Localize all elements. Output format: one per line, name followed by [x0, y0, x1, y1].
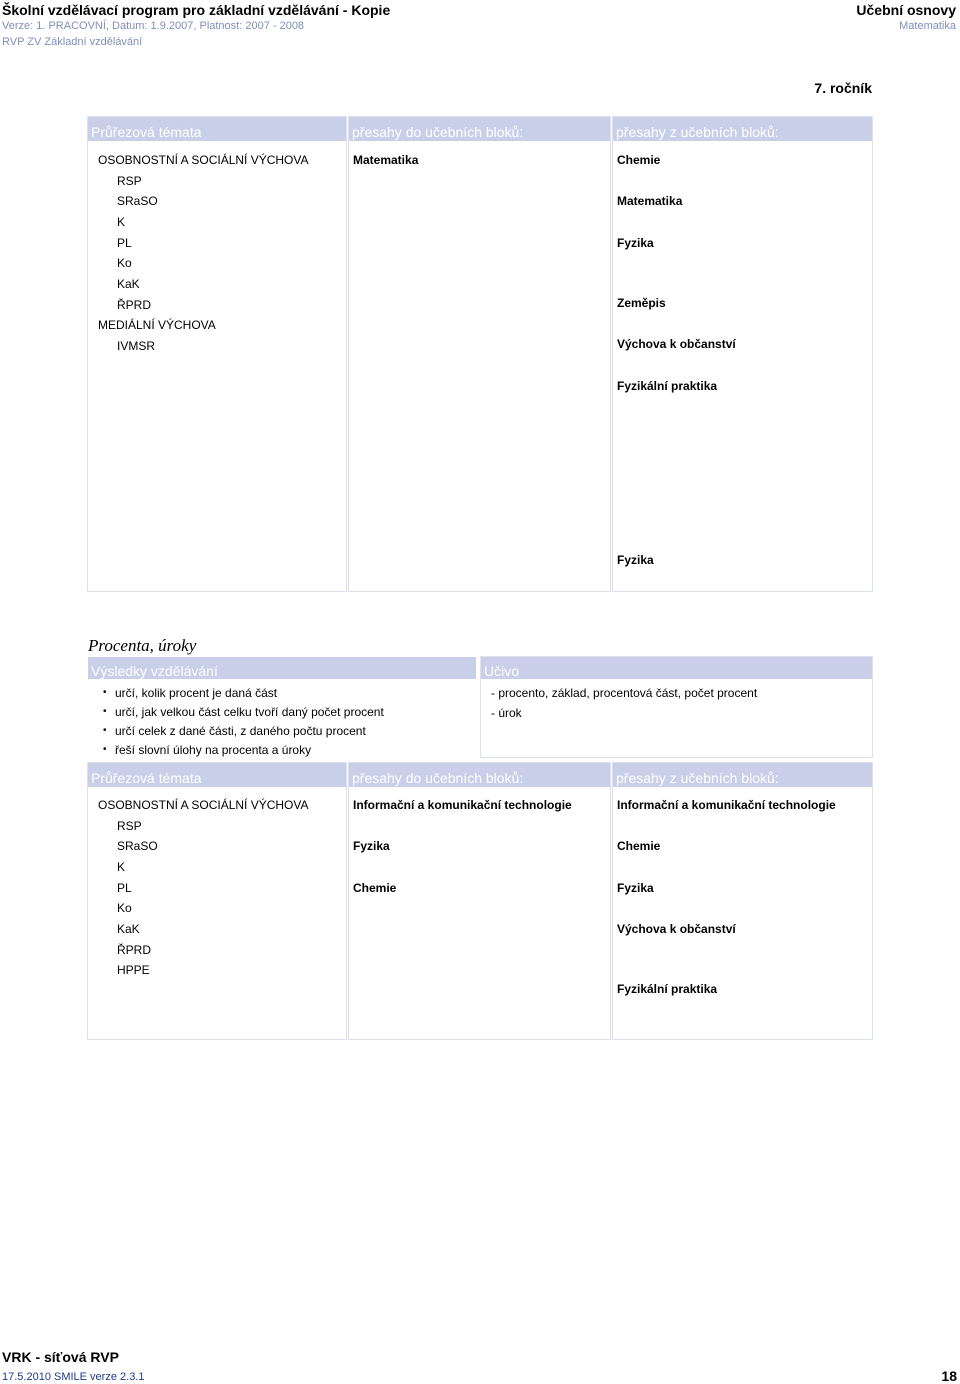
rvp-line: RVP ZV Základní vzdělávání [2, 36, 143, 48]
theme-item: KaK [117, 277, 140, 291]
from-block-item: Výchova k občanství [617, 922, 736, 936]
to-block-item: Chemie [353, 881, 397, 895]
from-block-item: Informační a komunikační technologie [617, 798, 836, 812]
footer-label: VRK - síťová RVP [2, 1349, 119, 1365]
document-title: Školní vzdělávací program pro základní vzdělávání - Kopie [2, 2, 391, 18]
subject-name: Matematika [899, 20, 956, 32]
column-header: přesahy z učebních bloků: [613, 117, 872, 141]
page-number: 18 [941, 1368, 957, 1384]
theme-item: PL [117, 236, 132, 250]
theme-item: RSP [117, 174, 142, 188]
outcomes-curriculum-table [87, 656, 873, 758]
theme-item: Ko [117, 256, 132, 270]
from-block-item: Fyzikální praktika [617, 379, 718, 393]
theme-item: Ko [117, 901, 132, 915]
theme-item: OSOBNOSTNÍ A SOCIÁLNÍ VÝCHOVA [98, 798, 309, 812]
outcome-item: • určí celek z dané části, z daného počtu procent [115, 724, 366, 738]
column-header: přesahy do učebních bloků: [349, 117, 610, 141]
from-block-item: Chemie [617, 153, 661, 167]
cross-themes-table-2 [87, 762, 873, 1040]
from-block-item: Matematika [617, 194, 683, 208]
from-block-item: Fyzikální praktika [617, 982, 718, 996]
outcomes-column [87, 656, 477, 758]
from-blocks-column [612, 116, 873, 592]
theme-item: SRaSO [117, 194, 158, 208]
theme-item: K [117, 215, 126, 229]
outcome-item: • určí, kolik procent je daná část [115, 686, 277, 700]
to-blocks-column [348, 762, 611, 1040]
theme-item: PL [117, 881, 132, 895]
column-header: přesahy z učebních bloků: [613, 763, 872, 787]
themes-column [87, 762, 347, 1040]
grade-label: 7. ročník [814, 80, 872, 96]
outcome-item: • řeší slovní úlohy na procenta a úroky [115, 743, 311, 757]
from-block-item: Zeměpis [617, 296, 666, 310]
to-block-item: Fyzika [353, 839, 390, 853]
from-block-item: Fyzika [617, 553, 654, 567]
outcome-item: • určí, jak velkou část celku tvoří daný počet procent [115, 705, 384, 719]
outcomes-header: Výsledky vzdělávání [88, 657, 476, 679]
column-header: Průřezová témata [88, 763, 346, 787]
theme-item: SRaSO [117, 839, 158, 853]
theme-item: HPPE [117, 963, 150, 977]
section-name: Učební osnovy [856, 2, 956, 18]
to-block-item: Matematika [353, 153, 419, 167]
curriculum-item: - procento, základ, procentová část, počet procent [491, 686, 758, 700]
theme-item: ŘPRD [117, 298, 152, 312]
theme-item: ŘPRD [117, 943, 152, 957]
footer-date-version: 17.5.2010 SMILE verze 2.3.1 [2, 1371, 145, 1383]
from-block-item: Fyzika [617, 236, 654, 250]
column-header: přesahy do učebních bloků: [349, 763, 610, 787]
themes-column [87, 116, 347, 592]
from-blocks-column [612, 762, 873, 1040]
curriculum-header: Učivo [481, 657, 872, 679]
cross-themes-table-1 [87, 116, 873, 592]
column-header: Průřezová témata [88, 117, 346, 141]
from-block-item: Chemie [617, 839, 661, 853]
from-block-item: Výchova k občanství [617, 337, 736, 351]
theme-item: K [117, 860, 126, 874]
theme-item: IVMSR [117, 339, 156, 353]
theme-item: KaK [117, 922, 140, 936]
theme-item: RSP [117, 819, 142, 833]
curriculum-column [480, 656, 873, 758]
to-block-item: Informační a komunikační technologie [353, 798, 572, 812]
to-blocks-column [348, 116, 611, 592]
curriculum-item: - úrok [491, 706, 522, 720]
theme-item: OSOBNOSTNÍ A SOCIÁLNÍ VÝCHOVA [98, 153, 309, 167]
theme-item: MEDIÁLNÍ VÝCHOVA [98, 318, 216, 332]
from-block-item: Fyzika [617, 881, 654, 895]
section-title: Procenta, úroky [88, 636, 197, 655]
version-line: Verze: 1. PRACOVNÍ, Datum: 1.9.2007, Platnost: 2007 - 2008 [2, 20, 305, 32]
